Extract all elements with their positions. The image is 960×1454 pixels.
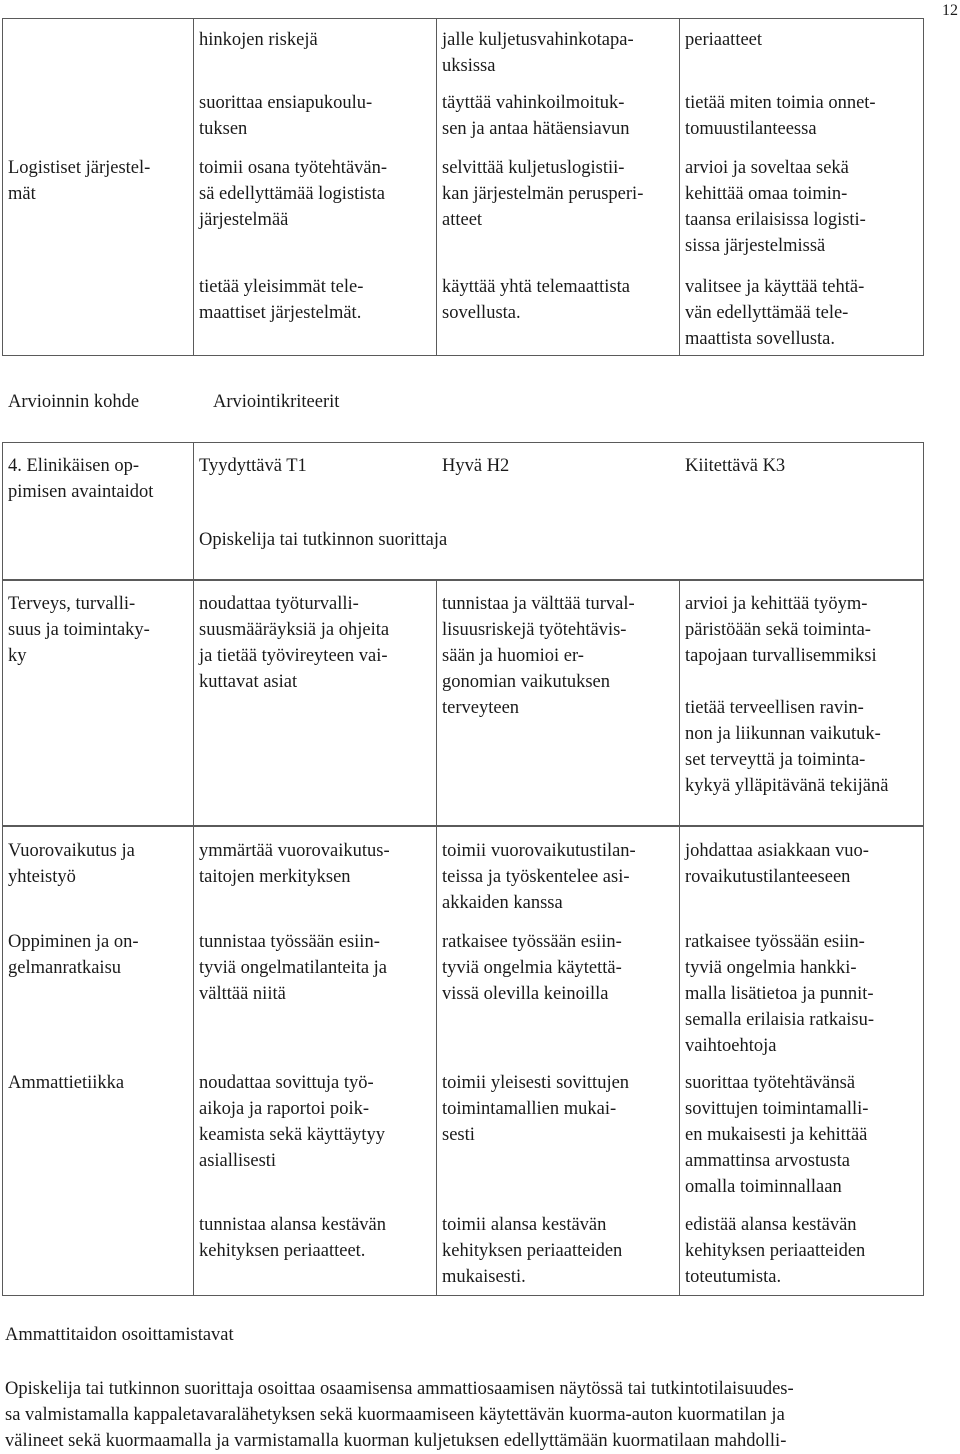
header-arvioinnin-kohde: Arvioinnin kohde xyxy=(8,392,140,412)
level-tyydyttava: Tyydyttävä T1 xyxy=(199,456,307,476)
h2-cell-vuorovaikutus: toimii vuorovaikutustilan- teissa ja työskentelee asi- akkaiden kanssa xyxy=(442,841,636,913)
h2-cell-oppiminen: ratkaisee työssään esiin- tyviä ongelmia käytettä- vissä olevilla keinoilla xyxy=(442,932,622,1004)
section-title: 4. Elinikäisen op- pimisen avaintaidot xyxy=(8,456,154,502)
t1-cell-oppiminen: tunnistaa työssään esiin- tyviä ongelmatilanteita ja välttää niitä xyxy=(199,932,388,1004)
h2-cell-kuljetuslogistiikka: selvittää kuljetuslogistii- kan järjestelmän perusperi- atteet xyxy=(442,158,644,230)
k3-cell-oppiminen: ratkaisee työssään esiin- tyviä ongelmia hankki- malla lisätietoa ja punnit- semalla erilaisia ratkaisu- vaihtoehtoja xyxy=(685,932,875,1056)
level-kiitettava: Kiitettävä K3 xyxy=(685,456,786,476)
h2-cell-kestava-kehitys: toimii alansa kestävän kehityksen periaatteiden mukaisesti. xyxy=(442,1215,623,1287)
subject-line: Opiskelija tai tutkinnon suorittaja xyxy=(199,530,448,550)
t1-cell-logistinen-jarjestelma: toimii osana työtehtävän- sä edellyttämää logistista järjestelmää xyxy=(199,158,388,230)
t1-cell-terveys: noudattaa työturvalli- suusmääräyksiä ja ohjeita ja tietää työvireyteen vai- kuttavat asiat xyxy=(199,594,390,692)
k3-cell-onnettomuustilanne: tietää miten toimia onnet- tomuustilanteessa xyxy=(685,93,876,139)
t1-cell-telemaattiset: tietää yleisimmät tele- maattiset järjestelmät. xyxy=(199,277,364,323)
level-hyva: Hyvä H2 xyxy=(442,456,510,476)
t1-cell-ensiapu: suorittaa ensiapukoulu- tuksen xyxy=(199,93,373,139)
h2-cell-kuljetusvahinko: jalle kuljetusvahinkotapa- uksissa xyxy=(442,30,634,76)
k3-cell-sovelluksen-valinta: valitsee ja käyttää tehtä- vän edellyttämää tele- maattista sovellusta. xyxy=(685,277,865,349)
k3-cell-kestava-kehitys: edistää alansa kestävän kehityksen periaatteiden toteutumista. xyxy=(685,1215,866,1287)
h2-cell-vahinkoilmoitus: täyttää vahinkoilmoituk- sen ja antaa hätäensiavun xyxy=(442,93,630,139)
k3-cell-vuorovaikutus: johdattaa asiakkaan vuo- rovaikutustilanteeseen xyxy=(685,841,869,887)
h2-cell-telemaattinen-sovellus: käyttää yhtä telemaattista sovellusta. xyxy=(442,277,630,323)
header-arviointikriteerit: Arviointikriteerit xyxy=(213,392,340,412)
t1-cell-riskit: hinkojen riskejä xyxy=(199,30,318,50)
row-label-terveys: Terveys, turvalli- suus ja toimintaky- ky xyxy=(8,594,150,666)
t1-cell-kestava-kehitys: tunnistaa alansa kestävän kehityksen periaatteet. xyxy=(199,1215,386,1261)
section-heading-osoittamistavat: Ammattitaidon osoittamistavat xyxy=(5,1325,234,1345)
row-label-ammattietiikka: Ammattietiikka xyxy=(8,1073,125,1093)
t1-cell-ammattietiikka: noudattaa sovittuja työ- aikoja ja raportoi poik- keamista sekä käyttäytyy asiallisesti xyxy=(199,1073,385,1171)
page-number: 12 xyxy=(942,2,958,19)
body-paragraph: Opiskelija tai tutkinnon suorittaja osoittaa osaamisensa ammattiosaamisen näytössä tai tutkintotilaisuudes- sa valmistamalla kappaletavaralähetyksen sekä kuormaamiseen käytettävän kuorma-auton kuormatilan ja välineet sekä kuormaamalla ja varmistamalla kuorman kuljetuksen edellyttämään kuormatilaan mahdolli- xyxy=(5,1379,794,1451)
h2-cell-terveys: tunnistaa ja välttää turval- lisuusriskejä työtehtävis- sään ja huomioi er- gonomian vaikutuksen terveyteen xyxy=(442,594,635,718)
k3-cell-periaatteet: periaatteet xyxy=(685,30,763,50)
row-label-vuorovaikutus: Vuorovaikutus ja yhteistyö xyxy=(8,841,135,887)
row-header-logistiset-jarjestelmat: Logistiset järjestel- mät xyxy=(8,158,151,204)
row-label-oppiminen: Oppiminen ja on- gelmanratkaisu xyxy=(8,932,139,978)
t1-cell-vuorovaikutus: ymmärtää vuorovaikutus- taitojen merkityksen xyxy=(199,841,390,887)
k3-cell-toiminnan-kehittaminen: arvioi ja soveltaa sekä kehittää omaa toimin- taansa erilaisissa logisti- sissa järjestelmissä xyxy=(685,158,866,256)
k3-cell-ravinto: tietää terveellisen ravin- non ja liikunnan vaikutuk- set terveyttä ja toiminta- kykyä ylläpitävänä tekijänä xyxy=(685,698,889,796)
h2-cell-ammattietiikka: toimii yleisesti sovittujen toimintamallien mukai- sesti xyxy=(442,1073,630,1145)
k3-cell-ammattietiikka: suorittaa työtehtävänsä sovittujen toimintamalli- en mukaisesti ja kehittää ammattinsa arvostusta omalla toiminnallaan xyxy=(685,1073,869,1197)
k3-cell-terveys: arvioi ja kehittää työym- päristöään sekä toiminta- tapojaan turvallisemmiksi xyxy=(685,594,877,666)
